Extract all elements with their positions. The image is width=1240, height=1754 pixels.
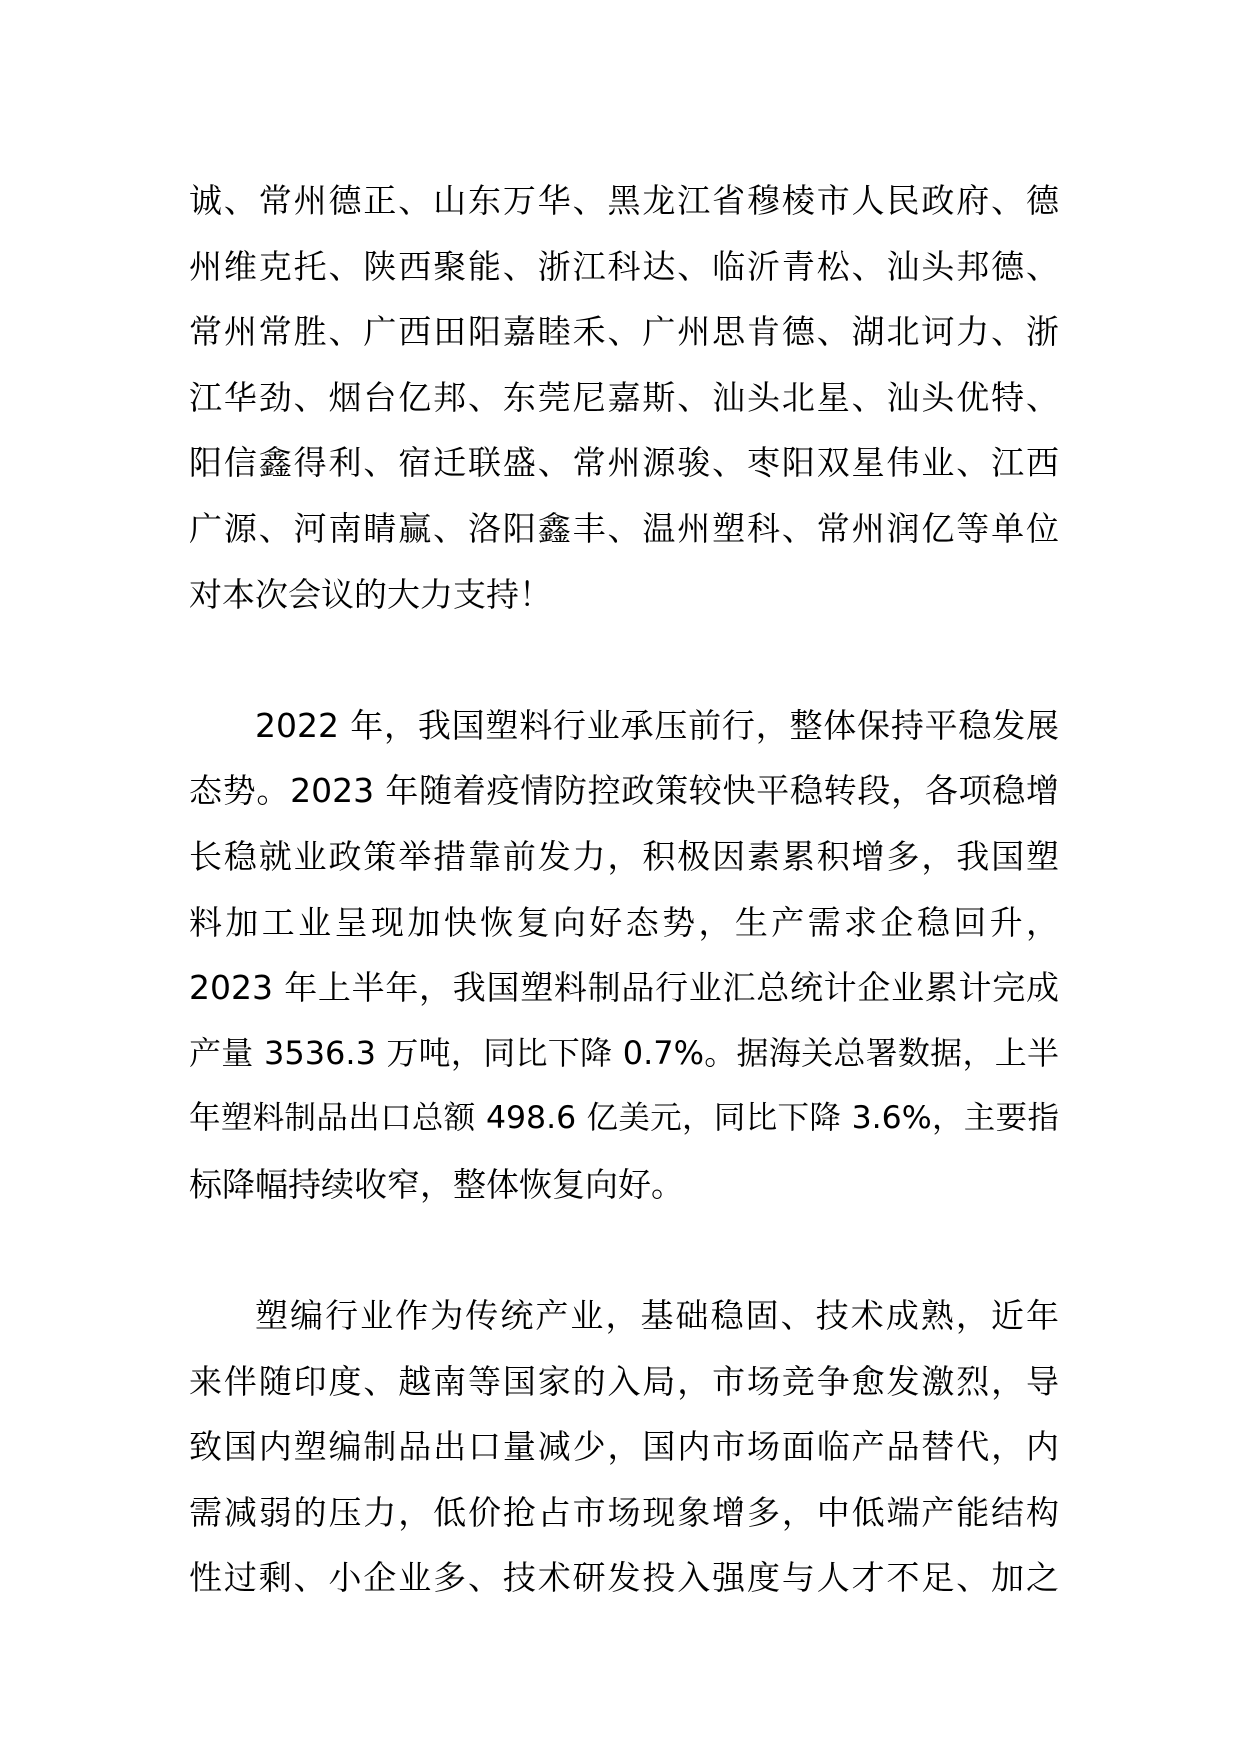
document-page (189, 168, 1059, 1611)
text-line: 态势。2023 年随着疫情防控政策较快平稳转段，各项稳增 (189, 771, 1059, 811)
text-line: 江华劲、烟台亿邦、东莞尼嘉斯、汕头北星、汕头优特、 (189, 377, 1059, 417)
text-line: 诚、常州德正、山东万华、黑龙江省穆棱市人民政府、德 (189, 181, 1059, 220)
text-line: 性过剩、小企业多、技术研发投入强度与人才不足、加之 (189, 1558, 1059, 1598)
text-line: 产量 3536.3 万吨，同比下降 0.7%。据海关总署数据，上半 (189, 1033, 1059, 1072)
text-line: 对本次会议的大力支持！ (189, 574, 552, 614)
text-line: 需减弱的压力，低价抢占市场现象增多，中低端产能结构 (189, 1492, 1059, 1532)
paragraph-industry-overview (189, 693, 1059, 1218)
text-line: 年塑料制品出口总额 498.6 亿美元，同比下降 3.6%，主要指 (189, 1100, 1059, 1137)
text-line: 阳信鑫得利、宿迁联盛、常州源骏、枣阳双星伟业、江西 (189, 443, 1059, 483)
text-line: 广源、河南睛赢、洛阳鑫丰、温州塑科、常州润亿等单位 (189, 508, 1059, 548)
text-line: 标降幅持续收窄，整体恢复向好。 (189, 1164, 684, 1204)
text-line: 2022 年，我国塑料行业承压前行，整体保持平稳发展 (255, 705, 1059, 745)
text-line: 来伴随印度、越南等国家的入局，市场竞争愈发激烈，导 (189, 1361, 1059, 1401)
paragraph-spacer (189, 627, 1059, 693)
paragraph-spacer (189, 1218, 1059, 1284)
paragraph-acknowledgement (189, 168, 1059, 627)
text-line: 2023 年上半年，我国塑料制品行业汇总统计企业累计完成 (189, 968, 1059, 1008)
text-line: 料加工业呈现加快恢复向好态势，生产需求企稳回升， (189, 902, 1059, 942)
text-line: 常州常胜、广西田阳嘉睦禾、广州思肯德、湖北诃力、浙 (189, 312, 1059, 352)
text-line: 塑编行业作为传统产业，基础稳固、技术成熟，近年 (255, 1296, 1059, 1336)
text-line: 致国内塑编制品出口量减少，国内市场面临产品替代，内 (189, 1427, 1059, 1467)
text-line: 州维克托、陕西聚能、浙江科达、临沂青松、汕头邦德、 (189, 246, 1059, 286)
paragraph-woven-plastics (189, 1283, 1059, 1611)
text-line: 长稳就业政策举措靠前发力，积极因素累积增多，我国塑 (189, 836, 1059, 876)
